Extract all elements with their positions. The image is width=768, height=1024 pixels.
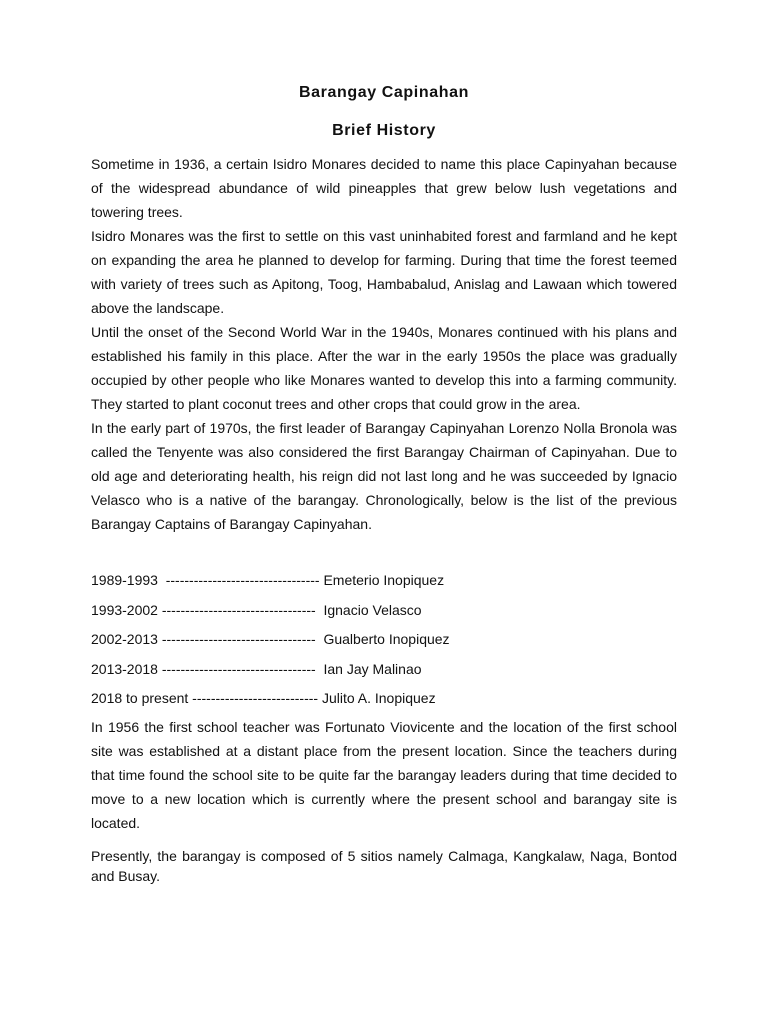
- history-paragraph: In the early part of 1970s, the first leader of Barangay Capinyahan Lorenzo Nolla Bronola was called the Tenyente was also considered the first Barangay Chairman of Capinyahan. Due to old age and deteriorating health, his reign did not last long and he was succeeded by Ignacio Velasco who is a native of the barangay. Chronologically, below is the list of the previous Barangay Captains of Barangay Capinyahan.: [91, 420, 677, 532]
- history-paragraph: Isidro Monares was the first to settle on this vast uninhabited forest and farmland and he kept on expanding the area he planned to develop for farming. During that time the forest teemed with variety of trees such as Apitong, Toog, Hambabalud, Anislag and Lawaan which towered above the landscape.: [91, 228, 677, 316]
- document-title: Barangay Capinahan: [299, 84, 469, 101]
- history-section: [91, 152, 677, 536]
- document-subtitle: Brief History: [332, 122, 436, 139]
- captain-entry: 2018 to present --------------------------- Julito A. Inopiquez: [91, 690, 436, 706]
- captain-entry: 1993-2002 --------------------------------- Ignacio Velasco: [91, 601, 422, 618]
- sitios-paragraph: Presently, the barangay is composed of 5 sitios namely Calmaga, Kangkalaw, Naga, Bontod and Busay.: [91, 848, 677, 884]
- school-paragraph: In 1956 the first school teacher was Fortunato Viovicente and the location of the first school site was established at a distant place from the present location. Since the teachers during that time found the school site to be quite far the barangay leaders during that time decided to move to a new location which is currently where the present school and barangay site is located.: [91, 719, 677, 831]
- captain-entry: 2013-2018 --------------------------------- Ian Jay Malinao: [91, 660, 422, 677]
- history-paragraph: Until the onset of the Second World War in the 1940s, Monares continued with his plans and established his family in this place. After the war in the early 1950s the place was gradually occupied by other people who like Monares wanted to develop this into a farming community. They started to plant coconut trees and other crops that could grow in the area.: [91, 324, 677, 412]
- captain-entry: 1989-1993 --------------------------------- Emeterio Inopiquez: [91, 572, 445, 588]
- barangay-captains-list: [91, 569, 677, 717]
- history-paragraph: Sometime in 1936, a certain Isidro Monares decided to name this place Capinyahan because of the widespread abundance of wild pineapples that grew below lush vegetations and towering trees.: [91, 156, 677, 220]
- captain-entry: 2002-2013 --------------------------------- Gualberto Inopiquez: [91, 631, 450, 647]
